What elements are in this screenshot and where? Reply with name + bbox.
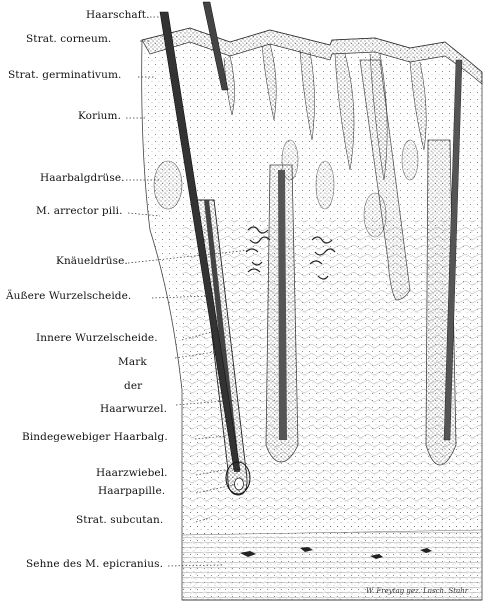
label-aeussere-wurzelscheide: Äußere Wurzelscheide. (6, 290, 132, 302)
label-bindegewebiger-haarbalg: Bindegewebiger Haarbalg. (22, 431, 168, 443)
label-strat-germinativum: Strat. germinativum. (8, 69, 122, 81)
label-strat-subcutan: Strat. subcutan. (76, 514, 164, 526)
label-haarschaft: Haarschaft. (86, 9, 150, 21)
label-innere-wurzelscheide: Innere Wurzelscheide. (36, 332, 158, 344)
artist-signature: W. Freytag gez. Lasch. Stahr (366, 587, 469, 595)
label-haarwurzel: Haarwurzel. (100, 403, 168, 415)
label-der: der (124, 380, 143, 392)
label-strat-corneum: Strat. corneum. (26, 33, 112, 45)
label-haarbalgdruese: Haarbalgdrüse. (40, 172, 125, 184)
label-haarpapille: Haarpapille. (98, 485, 166, 497)
label-m-arrector-pili: M. arrector pili. (36, 205, 123, 217)
label-mark: Mark (118, 356, 147, 368)
label-haarzwiebel: Haarzwiebel. (96, 467, 168, 479)
label-knaeueldruese: Knäueldrüse. (56, 255, 128, 267)
label-korium: Korium. (78, 110, 122, 122)
label-sehne-m-epicranius: Sehne des M. epicranius. (26, 558, 164, 570)
